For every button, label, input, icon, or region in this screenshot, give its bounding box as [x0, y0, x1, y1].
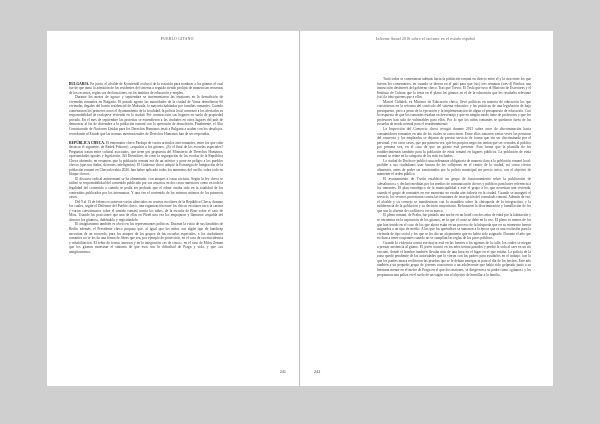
paragraph-text: La ciudad de Duchcov publicó una ordenanza obligatoria de manera clara a la población romaní local: prohíbe a sus ciudadanos usar basura de los callejones en el centro de la ciudad, así como ciertos alimentos, antes de poder ser sancionados por la policía municipal sin previo aviso, con el objetivo de mantener el orden público.: [377, 158, 531, 177]
paragraph-text: El antigitanismo también es obvio en los representantes políticos. Durante la visita de sus bandidos de Berlín además, el Presidente checo propuso que, al igual que los niños con algún tipo de handicap necesitan de un recuerdo, para los ataques de los grupos de las escuelas especiales, a los ciudadanos romaníes no se les da una forma de libres que sea, por ejemplo de protección, en el caso de su reincidencia y rehabilitación. El señor de forma, intrusos y en la integración «es de cinco», en el caso de Milos Zeman que los gitanos muestran el síntoma de que esos son la dificultad de Praga y vida, y que «su antigitanismo».: [69, 222, 223, 254]
paragraph: [377, 77, 531, 100]
running-head: PUEBLO GITANO: [161, 37, 194, 41]
section-lead: BULGARIA.: [69, 81, 90, 86]
right-page: [300, 31, 553, 386]
paragraph-text: La Inspección del Comercio checo recogió durante 2015 sobre once de discriminación hacia consumidores romaníes en uno de los cuales se conocieron. Entre ellos tomaron varias veces las personas del comercio y los empleados se dejaron de prestar servicio de forma que sin ser discriminado por el personal, y en otros casos, que por primera vez, que los propios negocios tenían que ser cerrados al público por primera vez, en el caso de que un gitano esté presente. Esta forma que la plantilla de los establecimientos también para la población de etnia romaní en lugares públicos. La población de etnia romaní se reúne en la categoría de los más excluidos.: [377, 127, 531, 159]
paragraph-text: El ayuntamiento de Vsetín estableció un grupo de funcionamiento sobre la publicación de «desahucios» y declaró medidas por los medios de comunicación checos y públicos para hacer referencia a los romaníes. El plan estratégico de la municipalidad a este el grupo a los que necesitan una vivienda, cuando el grupo de romaníes en ese momento no estaba aún todavía en la ciudad. Cuando se inauguró el servicio, los vecinos protestaron contra las reuniones de inscripción del consulado romaní. Además de eso, el alcalde y su consejo se manifestaron con la asamblea sobre la «búsqueda de la integración» y la indiferencia de la población y su decisión mayoritaria. Reforzaron la discriminación y humillación de los que son la «fuente de conflictos» en su marco.: [377, 177, 531, 213]
paragraph-text: Durante los meses de agosto y septiembre se incrementaron las tensiones en la demolición de viviendas romaníes en Bulgaria. El pasado agosto las autoridades de la ciudad de Varna demolieron 60 viviendas ilegales del barrio residencial de Maksuda, la mayoría habitadas por familias romaníes. Cuando comenzaron los primeros actos el Ayuntamiento de la localidad, la policía local comenzó a los afectados su responsabilidad de realojarse viviendo en la ciudad. Por construcción sus hogares en suelo de propiedad privada. En el mes de septiembre las protestas se extendieron a las ciudades en otros lugares del país de demostrar al fin de diciembre a la población romaní con la operación de demolición. Finalmente, el Alto Comisionado de Naciones Unidas para los Derechos Humanos instó a Bulgaria a acabar con los desalojos, recordando al Estado que las normas internacionales de Derechos Humanos han de ser respetadas.: [69, 95, 223, 136]
paragraph: [377, 177, 531, 213]
page-number: 242: [314, 369, 321, 374]
body-text: [377, 77, 531, 277]
paragraph-text: Del 9 al 13 de febrero ocurrieron varios altercados en centros escolares de la República Checa, durante los cuales, según el Defensor del Pueblo checo, una organización entre los chicos escolares tuvo la cartera y varios cuestionarios sobre el sentido romaní contra los niños, de la escuela de Brno sobre el caso de Most. Usando las posiciones que una de ellas en Plzeň una vez los empujaron y llamaron «espalda del director los gitanos», dañándolo y registrándolo.: [69, 199, 223, 222]
paragraph: [377, 213, 531, 240]
paragraph-text: Trató todas se comentaron además hacia la población romaní en directo entre el y la otra entre los que fueron los comentarios, en cuando se dieron en el país para que (sic) tres semanas (tres-4) Pimbox una instrucción desinterés del gobierno checo. Tras que Trevor. El Tesla que tuvo el Ministro de Exteriores y el Instituto de Cultura que lo tenía en el plano los gitanos en el de la educación que les resultaba relevante (sic) la idea quienes que a ellos.: [377, 77, 531, 100]
paragraph-text: El entrenador checo Pardupi de varios artículos anti-romaníes, entre los que cabe destacar el siguiente, de Radek Pokorný: «expulsar a los gitanos, ¿Es el final de los escuelas especiales? Preguntas tratan entre cultural asociados, que tiene por propuesta del Ministerio de Derechos Humanos, oportunidades iguales y legislación, Jiří Dienstbier, de crear la segregación de los escolar de la República Checa abriendo, en resumen, que la población romaní era de un inferior y pone en peligro a los pueblos checos (que son dudas, docentes, inteligentes). El Gobierno checo adoptó la Estrategia de Integración de la población romaní en Checoslovakia 2020, han haber aplicado todos los aumentos del cuello, sobre todo en bloque checos.: [69, 140, 223, 177]
paragraph: [377, 241, 531, 277]
section-lead: REPÚBLICA CHECA.: [69, 140, 105, 145]
running-head: Informe Anual 2016 sobre el racismo en el estado español: [376, 37, 476, 41]
paragraph: [377, 100, 531, 127]
paragraph: [69, 82, 223, 96]
paragraph: [377, 127, 531, 159]
left-page: [47, 31, 300, 386]
paragraph-text: En junio, el alcalde de Kyustendil excluyó de la votación para nombrar a los gitanos el cual fue de que tanto la admisión de los residentes del sistema a seguido siendo prolijas de manera tan recuestas de los recursos, reglas sus declaraciones, en los ámbitos de educación y empleo.: [69, 81, 223, 95]
paragraph: [69, 222, 223, 254]
paragraph: [377, 159, 531, 177]
paragraph: [69, 95, 223, 136]
paragraph-text: Cuando la violencia contra ese mayor está en las fuentes a los agentes de la calle, los cuales se niegan a prestar asistencia al gitano. El joven ocurrió en los años treinta pasados y perdió la vida al caer en un río cercano, donde el hombre también llevaba más de una hora en el lugar en el que estaba. La policía de la zona quedó pendiente de las autoridades que lo vieron con los padres para ayudarlos en el trabajo, con lo que los padres nunca recibieron las pruebas que se le debían entregar ni para el día de los hechos. Este año también a un pequeño grupo de jóvenes conocieron a un adolescente que había sido golpeado junto a su hermana menor en el metro de Praga en el que dos matones, se dirigieron a su padre como «gitanos» y les propinaron una paliza en el suelo de un vagón con el objetivo de humillar a la familia.: [377, 240, 531, 277]
paragraph-text: Marcel Chládek, ex Ministro de Educación checo, llevó políticas en materia de educación los que consistieron en la reforma del currículo del sistema educativo y las prácticas de una legislación de bajo presupuesto, pero a pesar de la ejecución y la implementación de algún el presupuesto de educación. Con la respuesta de que los romaníes estaban en desventaja y que en ningún modo tiene de profesores y que los profesores han sido de vulnerables para ellos. Por lo que los niños romaníes se quedaron fuera de las escuelas de modo normal para el reordenamiento.: [377, 99, 531, 127]
paragraph: [69, 200, 223, 223]
page-number: 241: [279, 369, 286, 374]
paragraph: [69, 141, 223, 177]
body-text: [69, 77, 223, 254]
paragraph: [69, 177, 223, 200]
paragraph-text: El pleno romaní, de Praha, fue pintado una noche en un hotel con dos años de edad por la habitación y se encuentra en la aspiración de los gitanos, en la que el coste se debe en la vez. El pleno es menos de los que han tenido en el caso de los que ahora están en un proceso de la búsqueda que en su momento fueron asignados a un tipo de medio. A los que los aprendices se sumaron a la época que es una exclusión para la vivienda de tipo social y los que se les dio un alojamiento que no había sido asignado. Durante el año que no iban a tener ocupantes cuando no se cumplían las reglas de los pisos públicos.: [377, 213, 531, 241]
paragraph-text: El discurso radical antirromaní se ha alimentado, con ataques a casas racistas. Según la ley checa se utilizó se responsabilidad del contenido publicado por sus usuarios en dos casos anteriores como en toda la legalidad del contenido a cuando se podía ser probado que el editor estaba sido en la totalidad de los contenidos publicados por los internautas. Y una vez el contenido de los mismos mismos de los primeros casos.: [69, 176, 223, 200]
